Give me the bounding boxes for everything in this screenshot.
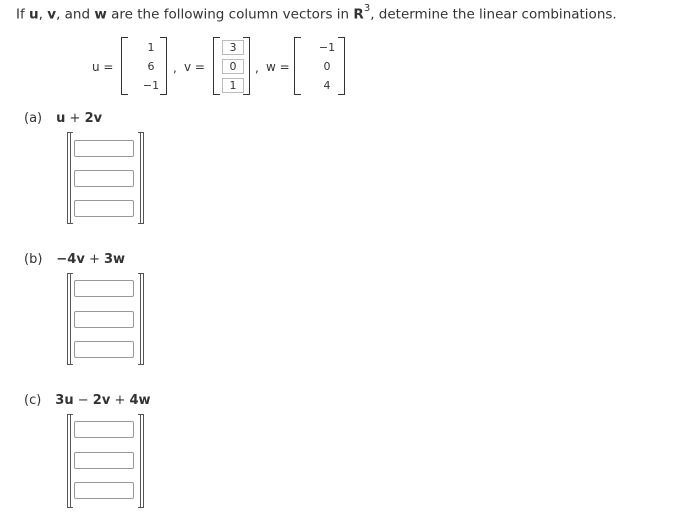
vector-v-symbol: v (47, 6, 57, 23)
space-r-symbol: R (353, 6, 364, 23)
part-c-answer-2[interactable] (74, 452, 134, 469)
vector-w-entry-2: 0 (323, 60, 331, 73)
vector-w-label: w = (266, 60, 290, 74)
part-c-answer-3[interactable] (74, 482, 134, 499)
vector-u-label: u = (92, 60, 114, 74)
part-b-label: (b) −4v + 3w (24, 252, 126, 267)
vector-v-entry-1: 3 (222, 40, 244, 55)
comma: , (173, 61, 177, 75)
part-c-answer-1[interactable] (74, 421, 134, 438)
vector-u-left-bracket (121, 37, 128, 95)
part-a-answer-1[interactable] (74, 140, 134, 157)
part-c-label: (c) 3u − 2v + 4w (24, 393, 151, 408)
part-a-answer-3[interactable] (74, 200, 134, 217)
part-a-label: (a) u + 2v (24, 111, 103, 126)
vector-u-entry-2: 6 (147, 60, 155, 73)
part-b-answer-3[interactable] (74, 341, 134, 358)
comma: , (255, 61, 259, 75)
part-a-left-bracket (67, 132, 73, 224)
vector-v-entry-3: 1 (222, 78, 244, 93)
vector-w-symbol: w (94, 6, 107, 23)
vector-v-entry-2: 0 (222, 59, 244, 74)
part-b-left-bracket (67, 273, 73, 365)
question-text: If u, v, and w are the following column vectors in $R^3$, determine the linear combinations. (16, 3, 617, 23)
vector-v-right-bracket (243, 37, 250, 95)
space-exponent: 3 (363, 3, 371, 14)
part-a-answer-2[interactable] (74, 170, 134, 187)
vector-u-symbol: u (29, 6, 39, 23)
vector-w-entry-1: −1 (318, 41, 336, 54)
part-b-answer-2[interactable] (74, 311, 134, 328)
part-c-right-bracket (138, 414, 144, 508)
part-c-left-bracket (67, 414, 73, 508)
vector-v-left-bracket (213, 37, 220, 95)
vector-u-entry-1: 1 (147, 41, 155, 54)
vector-v-label: v = (184, 60, 205, 74)
vector-w-left-bracket (294, 37, 301, 95)
vector-u-entry-3: −1 (142, 79, 160, 92)
vector-w-entry-3: 4 (323, 79, 331, 92)
part-b-answer-1[interactable] (74, 280, 134, 297)
vector-w-right-bracket (338, 37, 345, 95)
part-b-right-bracket (138, 273, 144, 365)
part-a-right-bracket (138, 132, 144, 224)
vector-u-right-bracket (160, 37, 167, 95)
